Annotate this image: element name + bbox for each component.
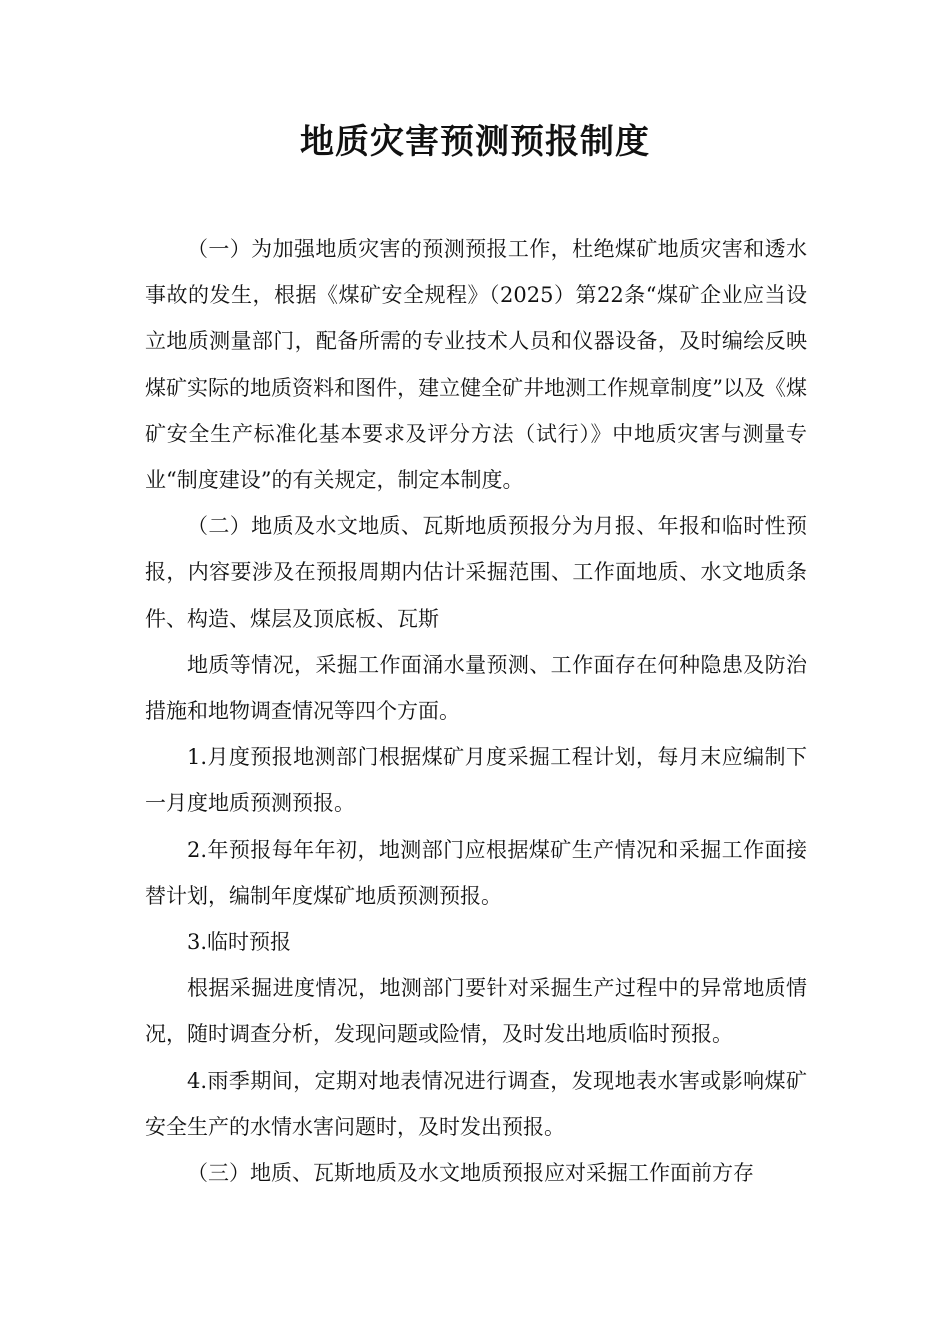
paragraph-7: 根据采掘进度情况，地测部门要针对采掘生产过程中的异常地质情况，随时调查分析，发现问题或险情，及时发出地质临时预报。 — [145, 976, 807, 1047]
paragraph-1: （一）为加强地质灾害的预测预报工作，杜绝煤矿地质灾害和透水事故的发生，根据《煤矿安全规程》（2025）第22条“煤矿企业应当设立地质测量部门，配备所需的专业技术人员和仪器设备，及时编绘反映煤矿实际的地质资料和图件，建立健全矿井地测工作规章制度”以及《煤矿安全生产标准化基本要求及评分方法（试行）》中地质灾害与测量专业“制度建设”的有关规定，制定本制度。 — [145, 237, 807, 493]
paragraph-3: 地质等情况，采掘工作面涌水量预测、工作面存在何种隐患及防治措施和地物调查情况等四个方面。 — [145, 652, 807, 724]
paragraph-2: （二）地质及水文地质、瓦斯地质预报分为月报、年报和临时性预报，内容要涉及在预报周期内估计采掘范围、工作面地质、水文地质条件、构造、煤层及顶底板、瓦斯 — [145, 514, 807, 631]
paragraph-5: 2.年预报每年年初，地测部门应根据煤矿生产情况和采掘工作面接替计划，编制年度煤矿地质预测预报。 — [145, 837, 807, 908]
document-title: 地质灾害预测预报制度 — [300, 122, 650, 162]
paragraph-4: 1.月度预报地测部门根据煤矿月度采掘工程计划，每月末应编制下一月度地质预测预报。 — [145, 745, 807, 816]
paragraph-8: 4.雨季期间，定期对地表情况进行调查，发现地表水害或影响煤矿安全生产的水情水害问题时，及时发出预报。 — [145, 1068, 807, 1139]
document-body — [145, 226, 807, 1196]
paragraph-6: 3.临时预报 — [187, 930, 292, 955]
paragraph-9: （三）地质、瓦斯地质及水文地质预报应对采掘工作面前方存 — [187, 1161, 754, 1186]
